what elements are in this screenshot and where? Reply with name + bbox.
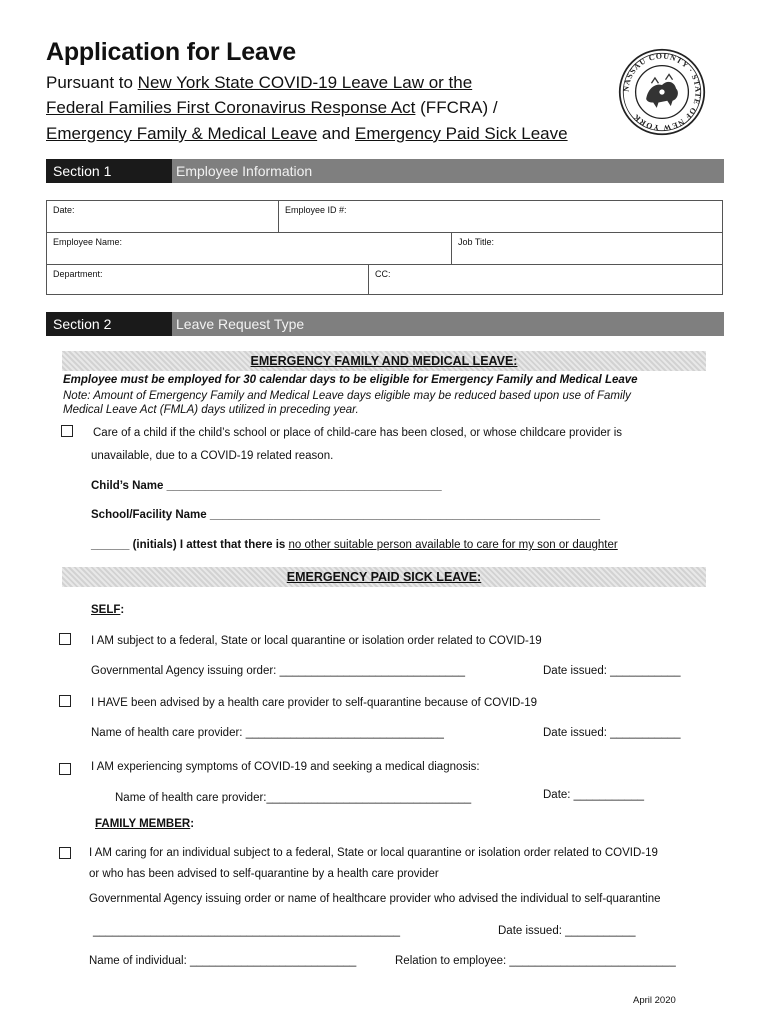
quarantine-order-checkbox[interactable]	[59, 633, 71, 645]
job-title-label: Job Title:	[458, 237, 495, 247]
efml-note-line-1: Note: Amount of Emergency Family and Medical Leave days eligible may be reduced based upon use of Family	[63, 390, 631, 402]
efml-link[interactable]: Emergency Family & Medical Leave	[46, 124, 318, 143]
symptoms-checkbox[interactable]	[59, 763, 71, 775]
epsl-link[interactable]: Emergency Paid Sick Leave	[354, 124, 568, 143]
ffcra-link[interactable]: Federal Families First Coronavirus Response Act	[46, 98, 416, 117]
table-row	[47, 265, 722, 294]
health-care-provider-field[interactable]: Name of health care provider: _______________________________	[91, 727, 444, 739]
subtitle-ffcra: (FFCRA) /	[415, 98, 498, 117]
self-quarantine-option: I HAVE been advised by a health care provider to self-quarantine because of COVID-19	[91, 697, 537, 709]
self-heading	[91, 604, 124, 616]
subtitle-line-2	[46, 98, 498, 118]
quarantine-order-option: I AM subject to a federal, State or local quarantine or isolation order related to COVID-19	[91, 635, 542, 647]
section-1-header	[46, 159, 724, 183]
family-member-checkbox[interactable]	[59, 847, 71, 859]
self-quarantine-checkbox[interactable]	[59, 695, 71, 707]
date-label: Date:	[53, 205, 75, 215]
employee-name-label: Employee Name:	[53, 237, 123, 247]
footer-date: April 2020	[633, 995, 676, 1006]
section-1-label: Employee Information	[176, 163, 313, 179]
subtitle-prefix: Pursuant to	[46, 73, 138, 92]
family-agency-field[interactable]: ________________________________________________	[93, 925, 400, 937]
family-member-heading	[95, 818, 194, 830]
date-field[interactable]	[47, 201, 278, 232]
ny-covid-leave-law-link[interactable]: New York State COVID-19 Leave Law or the	[137, 73, 473, 92]
family-member-option-line-1: I AM caring for an individual subject to a federal, State or local quarantine or isolation order related to COVID-19	[89, 847, 658, 859]
attest-underlined-text: no other suitable person available to care for my son or daughter	[288, 539, 618, 551]
employee-id-label: Employee ID #:	[285, 205, 347, 215]
efml-note-line-2: Medical Leave Act (FMLA) days utilized in preceding year.	[63, 404, 359, 416]
cc-label: CC:	[375, 269, 391, 279]
section-2-number: Section 2	[46, 312, 172, 336]
subtitle-and: and	[317, 124, 355, 143]
issuing-agency-field[interactable]: Governmental Agency issuing order: _____________________________	[91, 665, 466, 677]
efml-heading: EMERGENCY FAMILY AND MEDICAL LEAVE:	[62, 351, 706, 371]
symptoms-date-field[interactable]: Date: ___________	[543, 789, 645, 801]
employee-id-field[interactable]	[278, 201, 722, 232]
attest-initials-field[interactable]: ______ (initials) I attest that there is	[91, 539, 289, 551]
section-2-label: Leave Request Type	[176, 316, 305, 332]
family-agency-label: Governmental Agency issuing order or name of healthcare provider who advised the individual to self-quarantine	[89, 893, 661, 905]
svg-text:NASSAU COUNTY · STATE OF NEW Y: NASSAU COUNTY · STATE OF NEW YORK	[621, 51, 703, 133]
self-colon: :	[120, 604, 125, 616]
symptoms-option: I AM experiencing symptoms of COVID-19 and seeking a medical diagnosis:	[91, 761, 480, 773]
job-title-field[interactable]	[451, 233, 722, 264]
table-row	[47, 233, 722, 265]
cc-field[interactable]	[368, 265, 722, 294]
family-member-colon: :	[190, 818, 195, 830]
employee-name-field[interactable]	[47, 233, 451, 264]
department-label: Department:	[53, 269, 103, 279]
section-1-number: Section 1	[46, 159, 172, 183]
employee-information-table	[46, 200, 723, 295]
subtitle-line-1	[46, 73, 472, 93]
table-row	[47, 201, 722, 233]
department-field[interactable]	[47, 265, 368, 294]
efml-eligibility: Employee must be employed for 30 calendar days to be eligible for Emergency Family and Medical Leave	[63, 374, 638, 386]
individual-name-field[interactable]: Name of individual: __________________________	[89, 955, 357, 967]
quarantine-date-issued-field[interactable]: Date issued: ___________	[543, 665, 681, 677]
family-date-issued-field[interactable]: Date issued: ___________	[498, 925, 636, 937]
relation-to-employee-field[interactable]: Relation to employee: __________________________	[395, 955, 676, 967]
childcare-option-line-2: unavailable, due to a COVID-19 related reason.	[91, 450, 334, 462]
epsl-heading: EMERGENCY PAID SICK LEAVE:	[62, 567, 706, 587]
school-facility-name-field[interactable]: School/Facility Name _____________________________________________________________	[91, 509, 601, 521]
childcare-option-line-1: Care of a child if the child’s school or place of child-care has been closed, or whose childcare provider is	[93, 427, 623, 439]
family-member-label: FAMILY MEMBER	[95, 818, 191, 830]
self-label: SELF	[91, 604, 121, 616]
diagnosis-provider-field[interactable]: Name of health care provider:________________________________	[115, 792, 472, 804]
section-2-header	[46, 312, 724, 336]
family-member-option-line-2: or who has been advised to self-quarantine by a health care provider	[89, 868, 439, 880]
self-quarantine-date-issued-field[interactable]: Date issued: ___________	[543, 727, 681, 739]
nassau-county-seal-icon	[618, 48, 706, 136]
childcare-checkbox[interactable]	[61, 425, 73, 437]
subtitle-line-3	[46, 124, 568, 144]
page-title: Application for Leave	[46, 38, 297, 66]
attest-statement	[91, 539, 618, 551]
childs-name-field[interactable]: Child’s Name ___________________________________________	[91, 480, 442, 492]
